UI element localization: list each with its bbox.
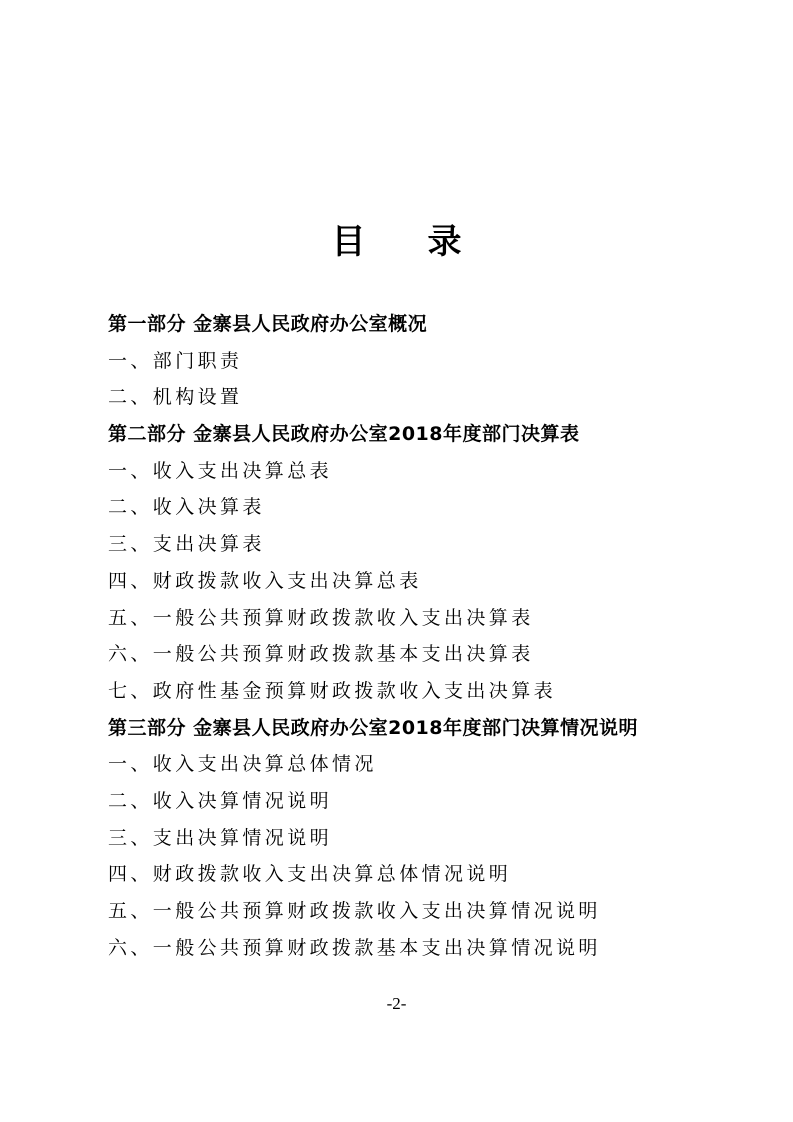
toc-item: 二、收入决算情况说明 xyxy=(108,789,333,812)
toc-item: 六、一般公共预算财政拨款基本支出决算情况说明 xyxy=(108,936,601,959)
toc-part-2: 第二部分 金寨县人民政府办公室2018年度部门决算表 xyxy=(108,423,580,446)
toc-item: 三、支出决算表 xyxy=(108,533,265,556)
toc-item: 七、政府性基金预算财政拨款收入支出决算表 xyxy=(108,679,557,702)
toc-part-3: 第三部分 金寨县人民政府办公室2018年度部门决算情况说明 xyxy=(108,716,638,739)
toc-item: 五、一般公共预算财政拨款收入支出决算表 xyxy=(108,606,534,629)
toc-part-1: 第一部分 金寨县人民政府办公室概况 xyxy=(108,313,428,335)
toc-item: 一、部门职责 xyxy=(108,349,243,372)
toc-item: 一、收入支出决算总体情况 xyxy=(108,753,377,776)
toc-item: 四、财政拨款收入支出决算总体情况说明 xyxy=(108,863,512,886)
toc-item: 五、一般公共预算财政拨款收入支出决算情况说明 xyxy=(108,900,601,922)
toc-item: 四、财政拨款收入支出决算总表 xyxy=(108,569,422,592)
toc-item: 六、一般公共预算财政拨款基本支出决算表 xyxy=(108,643,534,666)
toc-item: 一、收入支出决算总表 xyxy=(108,459,333,482)
toc-item: 二、收入决算表 xyxy=(108,496,265,519)
toc-item: 三、支出决算情况说明 xyxy=(108,826,333,849)
table-of-contents xyxy=(108,306,748,966)
page-number: -2- xyxy=(386,994,407,1013)
toc-item: 二、机构设置 xyxy=(108,386,243,409)
page-title: 目录 xyxy=(331,222,524,262)
